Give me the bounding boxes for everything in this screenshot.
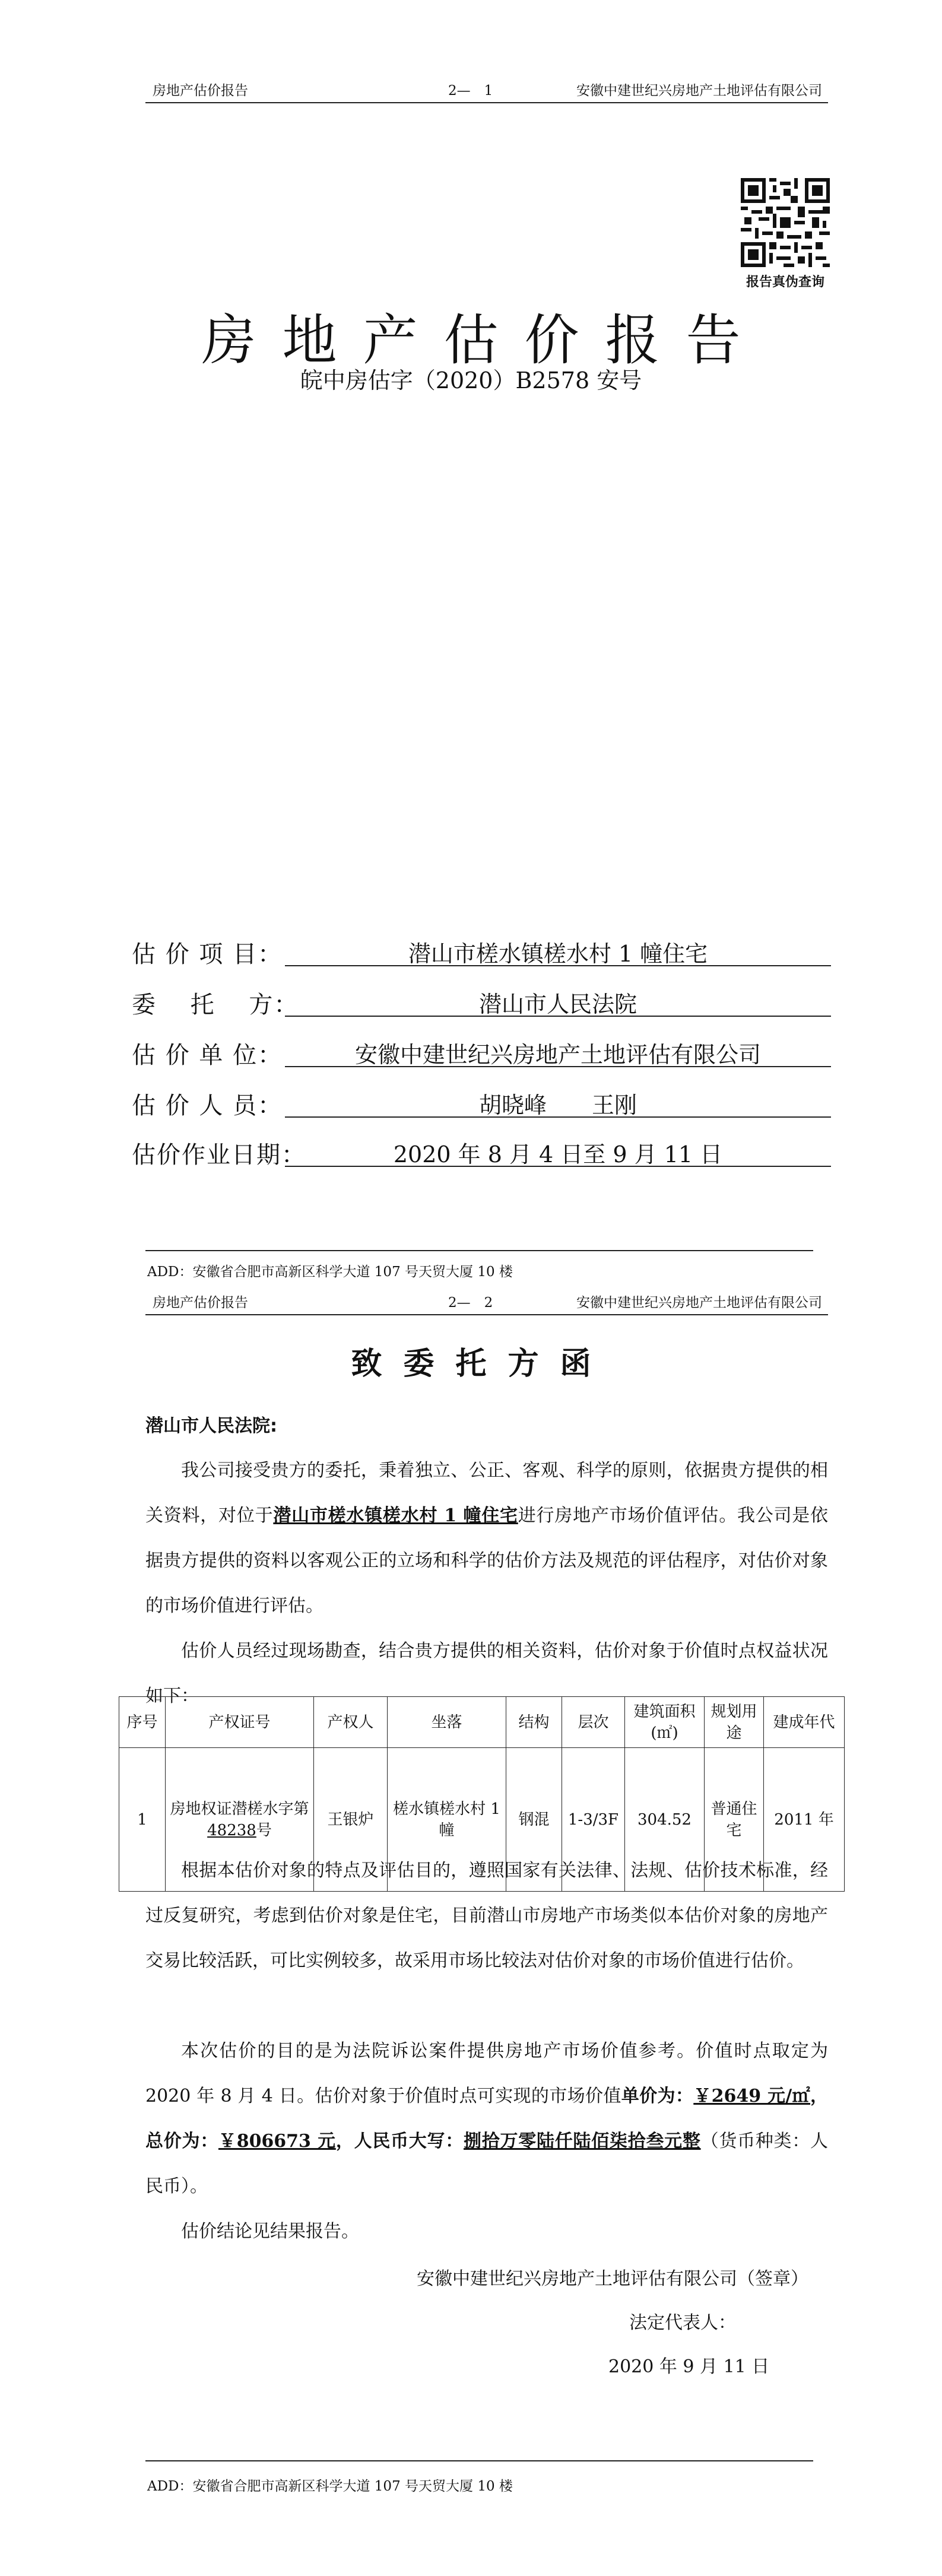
col-header: 坐落 xyxy=(388,1697,506,1748)
page-header xyxy=(145,1283,828,1315)
letter-title: 致委托方函 xyxy=(351,1346,613,1382)
info-label: 估 价 人 员： xyxy=(132,1092,283,1119)
info-label: 委 托 方： xyxy=(132,991,299,1019)
col-header: 规划用途 xyxy=(705,1697,764,1748)
separator: ，人民币大写： xyxy=(335,2131,464,2152)
header-page-number: 2— 2 xyxy=(448,1295,493,1311)
paragraph-text: 估价结论见结果报告。 xyxy=(181,2221,359,2242)
letter-paragraph-5 xyxy=(145,2209,828,2254)
paragraph-text: 估价人员经过现场勘查，结合贵方提供的相关资料，估价对象于价值时点权益状况如下： xyxy=(145,1641,828,1706)
info-value: 胡晓峰 王刚 xyxy=(285,1083,831,1118)
header-report-name: 房地产估价报告 xyxy=(153,83,248,99)
info-row-client xyxy=(132,982,832,1018)
info-label: 估价作业日期： xyxy=(132,1141,306,1169)
qr-caption: 报告真伪查询 xyxy=(746,275,824,290)
cell-no: 1 xyxy=(119,1748,166,1892)
header-company: 安徽中建世纪兴房地产土地评估有限公司 xyxy=(576,83,822,99)
page-header xyxy=(145,71,828,103)
info-label: 估 价 项 目： xyxy=(132,941,283,968)
info-value: 潜山市人民法院 xyxy=(285,982,831,1017)
letter-paragraph-4 xyxy=(145,2029,828,2209)
col-header: 序号 xyxy=(119,1697,166,1748)
header-page-number: 2— 1 xyxy=(448,83,493,99)
info-value: 安徽中建世纪兴房地产土地评估有限公司 xyxy=(285,1033,831,1067)
unit-price-value: ￥2649 元/㎡ xyxy=(693,2086,811,2107)
footer-address: ADD：安徽省合肥市高新区科学大道 107 号天贸大厦 10 楼 xyxy=(147,2479,513,2494)
cell-structure: 钢混 xyxy=(506,1748,562,1892)
col-header: 建成年代 xyxy=(764,1697,845,1748)
header-company: 安徽中建世纪兴房地产土地评估有限公司 xyxy=(576,1295,822,1311)
cell-floor: 1-3/3F xyxy=(562,1748,625,1892)
footer-divider xyxy=(145,2460,813,2461)
signature-company: 安徽中建世纪兴房地产土地评估有限公司（签章） xyxy=(417,2269,808,2289)
letter-paragraph-3 xyxy=(145,1848,828,1984)
col-header: 结构 xyxy=(506,1697,562,1748)
cert-suffix: 号 xyxy=(256,1821,272,1839)
footer-address: ADD：安徽省合肥市高新区科学大道 107 号天贸大厦 10 楼 xyxy=(147,1264,513,1280)
signature-date: 2020 年 9 月 11 日 xyxy=(608,2356,770,2377)
letter-paragraph-1 xyxy=(145,1448,828,1629)
paragraph-text: 进行房地产市场价值评估。我公司是依据贵方提供的资料以客观公正的立场和科学的估价方法及规范的评估程序，对估价对象的市场价值进行评估。 xyxy=(145,1505,829,1616)
cell-year: 2011 年 xyxy=(764,1748,845,1892)
cell-area: 304.52 xyxy=(625,1748,705,1892)
info-row-work-dates xyxy=(132,1132,832,1168)
report-title: 房地产估价报告 xyxy=(201,309,767,372)
cert-number: 48238 xyxy=(207,1821,256,1839)
info-row-project xyxy=(132,932,832,967)
cert-text: 房地权证潜槎水字第 xyxy=(170,1800,309,1818)
report-doc-number: 皖中房估字（2020）B2578 安号 xyxy=(300,367,642,394)
info-label: 估 价 单 位： xyxy=(132,1042,283,1069)
info-row-appraisers xyxy=(132,1083,832,1119)
info-value: 2020 年 8 月 4 日至 9 月 11 日 xyxy=(285,1132,831,1167)
header-report-name: 房地产估价报告 xyxy=(153,1295,248,1311)
col-header: 产权证号 xyxy=(166,1697,314,1748)
info-row-appraiser-company xyxy=(132,1033,832,1068)
paragraph-text: 我公司接受贵方的委托，秉着独立、公正、客观、科学的原则，依据贵方提供的相关资料，对位于 xyxy=(145,1460,828,1526)
table-header-row xyxy=(119,1697,845,1748)
total-price-label: 总价为： xyxy=(145,2131,218,2152)
cell-owner: 王银炉 xyxy=(314,1748,388,1892)
letter-salutation xyxy=(145,1404,828,1449)
total-price-value: ￥806673 元 xyxy=(218,2131,336,2152)
paragraph-text: 根据本估价对象的特点及评估目的，遵照国家有关法律、法规、估价技术标准，经过反复研究，考虑到估价对象是住宅，目前潜山市房地产市场类似本估价对象的房地产交易比较活跃，可比实例较多，故采用市场比较法对估价对象的市场价值进行估价。 xyxy=(145,1860,828,1971)
separator: ， xyxy=(810,2086,829,2107)
col-header: 层次 xyxy=(562,1697,625,1748)
property-address: 潜山市槎水镇槎水村 1 幢住宅 xyxy=(273,1505,518,1526)
salutation-text: 潜山市人民法院: xyxy=(145,1416,277,1436)
cell-usage: 普通住宅 xyxy=(705,1748,764,1892)
signature-representative: 法定代表人： xyxy=(629,2312,736,2333)
unit-price-label: 单价为： xyxy=(621,2086,694,2107)
qr-code-icon[interactable] xyxy=(741,178,830,267)
paragraph-text: 本次估价的目的是为法院诉讼案件提供房地产市场价值参考。价值时点取定为 2020 年 8 月 4 日。估价对象于价值时点可实现的市场价值 xyxy=(145,2041,828,2107)
col-header: 建筑面积(㎡) xyxy=(625,1697,705,1748)
cell-location: 槎水镇槎水村 1 幢 xyxy=(388,1748,506,1892)
footer-divider xyxy=(145,1250,813,1251)
currency-note: （货币种类：人民币）。 xyxy=(145,2131,829,2197)
total-price-chinese: 捌拾万零陆仟陆佰柒拾叁元整 xyxy=(464,2131,701,2152)
col-header: 产权人 xyxy=(314,1697,388,1748)
info-value: 潜山市槎水镇槎水村 1 幢住宅 xyxy=(285,932,831,966)
